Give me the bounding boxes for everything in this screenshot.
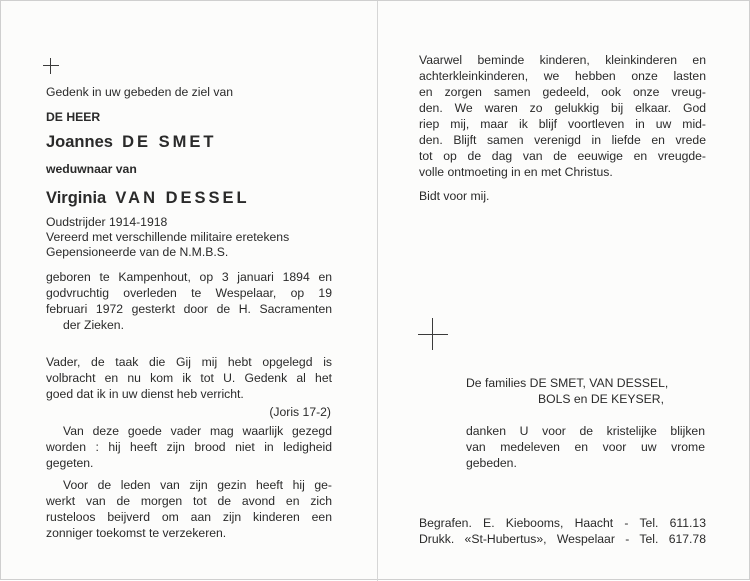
widower-text: weduwnaar van (46, 162, 137, 176)
fold-line (377, 1, 378, 581)
paragraph-line: gegeten. (46, 456, 94, 470)
paragraph-line: rusteloos beijverd om aan zijn kinderen een (46, 510, 332, 524)
farewell-line: achterkleinkinderen, we hebben onze lasten (419, 69, 706, 83)
spouse-name (46, 188, 250, 208)
bio-line: februari 1972 gesterkt door de H. Sacramenten (46, 302, 332, 316)
left-cross-icon (43, 58, 59, 74)
deceased-name (46, 132, 216, 152)
paragraph-line: worden : hij heeft zijn brood niet in ledigheid (46, 440, 332, 454)
surname: DE SMET (122, 133, 217, 151)
farewell-line: tot op de dag van de eeuwige en vreugde- (419, 149, 706, 163)
intro-text: Gedenk in uw gebeden de ziel van (46, 85, 234, 99)
spouse-first-name: Virginia (46, 189, 107, 207)
bio-line: geboren te Kampenhout, op 3 januari 1894 en (46, 270, 332, 284)
paragraph-line: werkt van de morgen tot de avond en zich (46, 494, 332, 508)
bio-line: der Zieken. (63, 318, 124, 332)
honor-line: Gepensioneerde van de N.M.B.S. (46, 245, 229, 259)
farewell-line: den. We waren zo gelukkig bij elkaar. God (419, 101, 706, 115)
prayer-text: Bidt voor mij. (419, 189, 490, 203)
quote-line: goed dat ik in uw dienst heb verricht. (46, 387, 244, 401)
farewell-line: Vaarwel beminde kinderen, kleinkinderen en (419, 53, 706, 67)
title-text: DE HEER (46, 110, 101, 124)
first-name: Joannes (46, 133, 113, 151)
quote-line: volbracht en nu kom ik tot U. Gedenk al het (46, 371, 332, 385)
funeral-director: Begrafen. E. Kiebooms, Haacht - Tel. 611.13 (419, 516, 706, 530)
farewell-line: den. Blijft samen verenigd in liefde en vrede (419, 133, 706, 147)
honor-line: Oudstrijder 1914-1918 (46, 215, 168, 229)
paragraph-line: Voor de leden van zijn gezin heeft hij ge- (63, 478, 332, 492)
thanks-line: danken U voor de kristelijke blijken (466, 424, 705, 438)
printer-info: Drukk. «St-Hubertus», Wespelaar - Tel. 617.78 (419, 532, 706, 546)
families-line: De families DE SMET, VAN DESSEL, (466, 376, 669, 390)
paragraph-line: zonniger toekomst te verzekeren. (46, 526, 227, 540)
thanks-line: van medeleven en voor uw vrome (466, 440, 705, 454)
quote-line: Vader, de taak die Gij mij hebt opgelegd is (46, 355, 332, 369)
families-line: BOLS en DE KEYSER, (538, 392, 664, 406)
bio-line: godvruchtig overleden te Wespelaar, op 19 (46, 286, 332, 300)
farewell-line: riep mij, maar ik blijf voortleven in uw mid- (419, 117, 706, 131)
right-cross-icon (418, 318, 448, 350)
farewell-line: volle ontmoeting in en met Christus. (419, 165, 613, 179)
thanks-line: gebeden. (466, 456, 517, 470)
quote-reference: (Joris 17-2) (269, 405, 331, 419)
honor-line: Vereerd met verschillende militaire eretekens (46, 230, 290, 244)
spouse-surname: VAN DESSEL (115, 189, 250, 207)
farewell-line: en zorgen samen gedeeld, ook onze vreug- (419, 85, 706, 99)
paragraph-line: Van deze goede vader mag waarlijk gezegd (63, 424, 332, 438)
